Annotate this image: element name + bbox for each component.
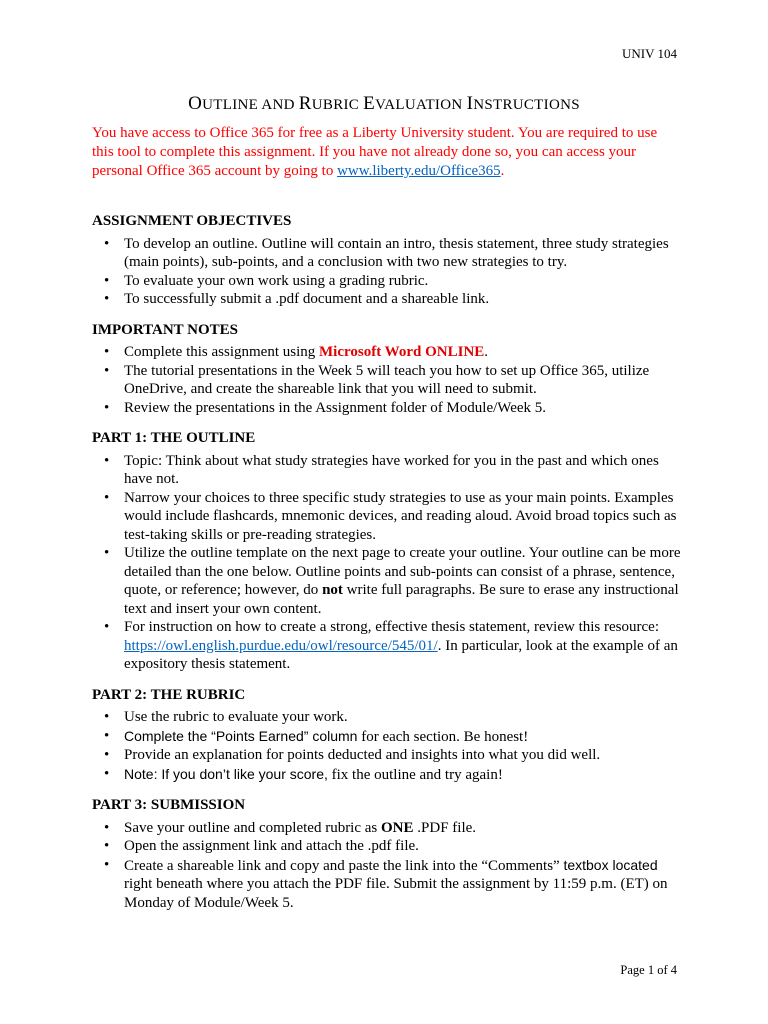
part3-section: [92, 796, 682, 912]
list-item: [92, 837, 682, 856]
list-item-text: To evaluate your own work using a grading rubric.: [124, 272, 429, 289]
title-part: UTLINE AND: [202, 97, 299, 113]
list-item: [92, 819, 682, 838]
bullet-icon: •: [104, 344, 110, 360]
section-heading: ASSIGNMENT OBJECTIVES: [92, 213, 292, 229]
title-part: R: [298, 93, 312, 114]
objectives-list: [92, 235, 682, 309]
list-item: [92, 489, 682, 545]
list-item-text: Use the rubric to evaluate your work.: [124, 709, 348, 725]
title-part: UBRIC: [311, 97, 364, 113]
section-heading: IMPORTANT NOTES: [92, 321, 239, 338]
page-number: Page 1 of 4: [620, 963, 677, 977]
list-item-text: Topic: Think about what study strategies have worked for you in the past and which ones have not.: [124, 452, 659, 487]
list-item: [92, 856, 682, 913]
bullet-icon: •: [104, 838, 110, 854]
list-item-text: right beneath where you attach the PDF file. Submit the assignment by 11:59 p.m. (ET) on Monday of Module/Week 5.: [124, 876, 668, 911]
list-item-text: Narrow your choices to three specific study strategies to use as your main points. Examples would include flashcards, mnemonic devices, and reading aloud. Avoid broad topics such as test-taking skills or pre-reading strategies.: [124, 489, 677, 543]
title-part: E: [363, 93, 376, 114]
title-part: NSTRUCTIONS: [473, 97, 580, 113]
list-item-text: .PDF file.: [413, 819, 477, 836]
list-item: [92, 272, 682, 291]
bullet-icon: •: [104, 489, 110, 506]
list-item-text: The tutorial presentations in the Week 5 will teach you how to set up Office 365, utilize OneDrive, and create the shareable link that you will need to submit.: [124, 362, 650, 397]
list-item-text: Complete the “Points Earned” column: [124, 727, 358, 744]
word-online-emphasis: Microsoft Word ONLINE: [319, 344, 485, 360]
intro-text: You have access to Office 365 for free as a Liberty University student. You are required to use this tool to complete this assignment. If you have not already done so, you can access your personal Office 365 account by going to: [92, 125, 658, 179]
section-heading: PART 2: THE RUBRIC: [92, 686, 246, 703]
list-item-text: Note: If you don’t like your score,: [124, 765, 328, 782]
list-item-text: To develop an outline. Outline will contain an intro, thesis statement, three study strategies (main points), sub-points, and a conclusion with two new strategies to try.: [124, 235, 669, 270]
purdue-owl-link[interactable]: https://owl.english.purdue.edu/owl/resource/545/01/: [124, 637, 438, 654]
bullet-icon: •: [104, 709, 110, 725]
part2-section: [92, 686, 682, 785]
list-item-text: for each section. Be honest!: [357, 728, 529, 745]
list-item-text: fix the outline and try again!: [327, 766, 503, 783]
list-item: [92, 290, 682, 309]
list-item: [92, 746, 682, 765]
section-heading: PART 3: SUBMISSION: [92, 797, 246, 813]
main-content: [92, 212, 682, 924]
section-heading: PART 1: THE OUTLINE: [92, 430, 256, 446]
bullet-icon: •: [104, 727, 110, 744]
list-item: [92, 544, 682, 618]
part3-list: [92, 819, 682, 913]
list-item-text: Utilize the outline template on the next page to create your outline. Your outline can be more detailed than the one below. Outline points and sub-points can consist of a phrase, sentence, quote, or reference; however, do: [124, 545, 681, 598]
list-item: [92, 727, 682, 747]
list-item-text: .: [484, 344, 489, 360]
list-item: [92, 343, 682, 362]
list-item-text: Complete this assignment using: [124, 344, 319, 360]
bullet-icon: •: [104, 545, 110, 561]
notes-list: [92, 343, 682, 417]
list-item-text: Save your outline and completed rubric as: [124, 819, 382, 836]
intro-paragraph: [92, 124, 682, 181]
list-item: [92, 452, 682, 489]
one-emphasis: ONE: [381, 819, 414, 836]
part2-list: [92, 708, 682, 784]
list-item: [92, 618, 682, 674]
bullet-icon: •: [104, 272, 110, 289]
part1-section: [92, 429, 682, 674]
bullet-icon: •: [104, 765, 110, 782]
office365-link[interactable]: www.liberty.edu/Office365: [337, 163, 501, 179]
part1-list: [92, 452, 682, 674]
bullet-icon: •: [104, 452, 110, 469]
bullet-icon: •: [104, 856, 110, 873]
bullet-icon: •: [104, 747, 110, 763]
bullet-icon: •: [104, 619, 110, 635]
list-item-text: Provide an explanation for points deducted and insights into what you did well.: [124, 747, 601, 763]
list-item-text: To successfully submit a .pdf document and a shareable link.: [124, 291, 490, 307]
list-item-text: write full paragraphs. Be sure to erase any instructional text and insert your own content.: [124, 582, 679, 617]
title-part: I: [466, 93, 474, 114]
list-item: [92, 708, 682, 727]
list-item-text: . In particular, look at the example of an expository thesis statement.: [124, 637, 678, 672]
page-title: [0, 93, 768, 115]
list-item: [92, 765, 682, 785]
title-part: O: [188, 93, 203, 114]
list-item-text: Open the assignment link and attach the .pdf file.: [124, 838, 419, 854]
bullet-icon: •: [104, 399, 110, 416]
bullet-icon: •: [104, 291, 110, 307]
list-item: [92, 362, 682, 399]
bullet-icon: •: [104, 235, 110, 252]
bullet-icon: •: [104, 819, 110, 836]
list-item-text: textbox located: [563, 856, 658, 873]
bullet-icon: •: [104, 362, 110, 379]
notes-section: [92, 321, 682, 418]
title-part: VALUATION: [375, 97, 467, 113]
list-item: [92, 235, 682, 272]
list-item-text: Review the presentations in the Assignment folder of Module/Week 5.: [124, 399, 547, 416]
not-emphasis: not: [322, 582, 343, 598]
intro-end: .: [500, 163, 505, 179]
list-item-text: Create a shareable link and copy and paste the link into the “Comments”: [124, 857, 564, 874]
list-item-text: For instruction on how to create a strong, effective thesis statement, review this resource:: [124, 619, 659, 635]
course-code: UNIV 104: [621, 46, 677, 61]
objectives-section: [92, 212, 682, 309]
list-item: [92, 399, 682, 418]
